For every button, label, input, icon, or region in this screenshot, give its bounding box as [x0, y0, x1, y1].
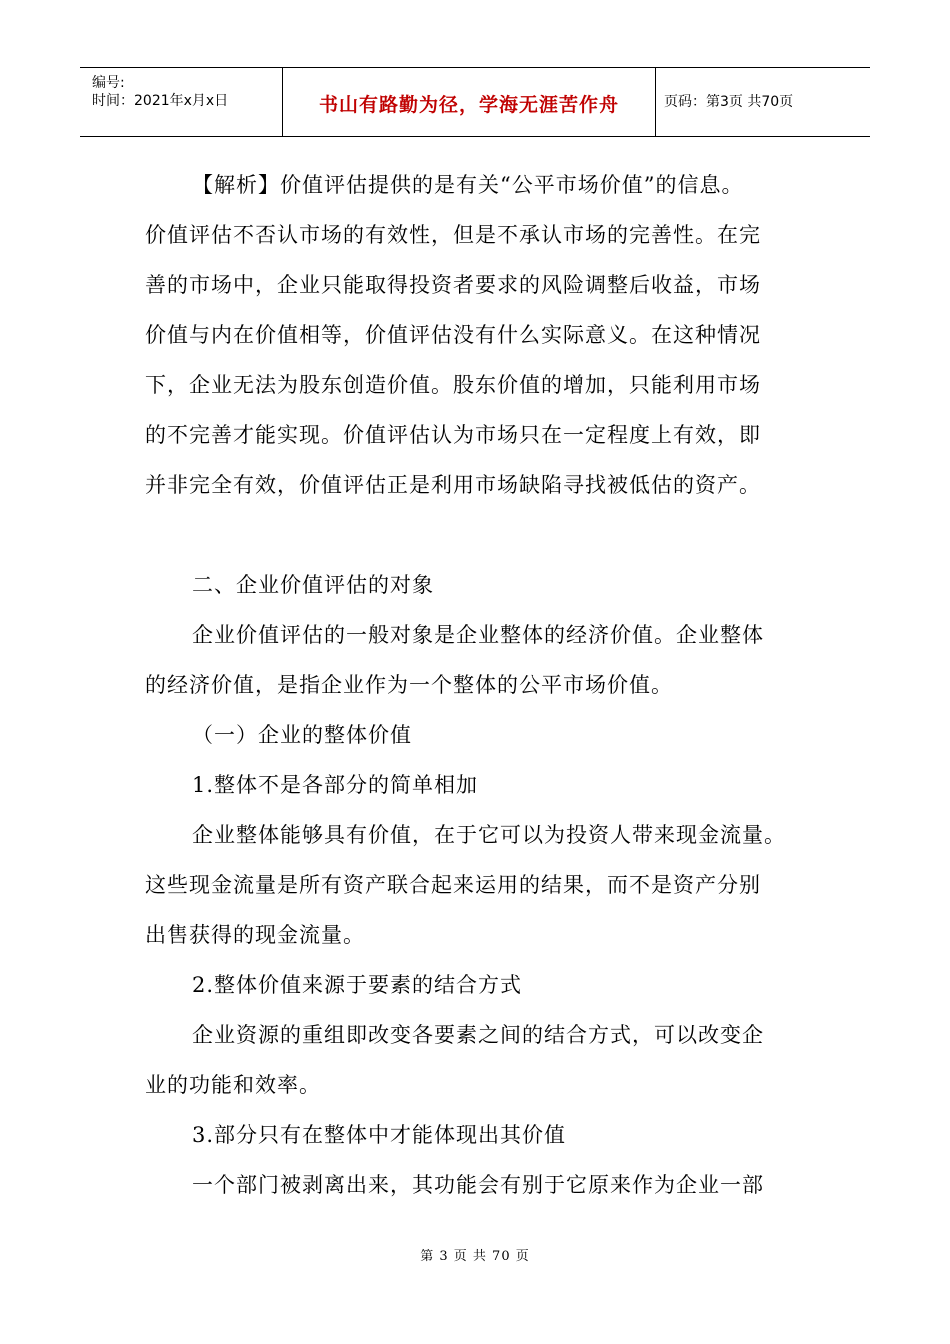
text-line: 并非完全有效，价值评估正是利用市场缺陷寻找被低估的资产。 — [145, 473, 761, 497]
text-line: 2.整体价值来源于要素的结合方式 — [192, 973, 523, 997]
text-line: 业的功能和效率。 — [145, 1073, 321, 1097]
text-line: 【解析】价值评估提供的是有关“公平市场价值”的信息。 — [192, 173, 744, 197]
motto-text: 书山有路勤为径，学海无涯苦作舟 — [318, 94, 619, 116]
header-table — [80, 67, 870, 137]
text-line — [145, 510, 815, 560]
number-label: 编号: — [92, 75, 125, 91]
text-line: 3.部分只有在整体中才能体现出其价值 — [192, 1123, 567, 1147]
text-line: 的不完善才能实现。价值评估认为市场只在一定程度上有效，即 — [145, 423, 761, 447]
text-line: 价值与内在价值相等，价值评估没有什么实际意义。在这种情况 — [145, 323, 761, 347]
text-line: 下，企业无法为股东创造价值。股东价值的增加，只能利用市场 — [145, 373, 761, 397]
text-line: 的经济价值，是指企业作为一个整体的公平市场价值。 — [145, 673, 673, 697]
header-meta-cell — [80, 68, 283, 136]
document-body — [145, 160, 815, 1210]
text-line: 出售获得的现金流量。 — [145, 923, 365, 947]
text-line: 善的市场中，企业只能取得投资者要求的风险调整后收益，市场 — [145, 273, 761, 297]
header-motto-cell — [283, 68, 656, 136]
time-label: 时间：2021年x月x日 — [92, 93, 229, 109]
text-line: 一个部门被剥离出来，其功能会有别于它原来作为企业一部 — [192, 1173, 764, 1197]
text-line: 1.整体不是各部分的简单相加 — [192, 773, 479, 797]
text-line: （一）企业的整体价值 — [192, 723, 412, 747]
header-page-cell — [656, 68, 870, 136]
text-line: 二、企业价值评估的对象 — [192, 573, 434, 597]
page-footer: 第 3 页 共 70 页 — [420, 1249, 530, 1264]
text-line: 企业价值评估的一般对象是企业整体的经济价值。企业整体 — [192, 623, 764, 647]
text-line: 企业整体能够具有价值，在于它可以为投资人带来现金流量。 — [192, 823, 786, 847]
text-line: 价值评估不否认市场的有效性，但是不承认市场的完善性。在完 — [145, 223, 761, 247]
text-line: 企业资源的重组即改变各要素之间的结合方式，可以改变企 — [192, 1023, 764, 1047]
text-line: 这些现金流量是所有资产联合起来运用的结果，而不是资产分别 — [145, 873, 761, 897]
page-info: 页码：第3页 共70页 — [664, 94, 794, 110]
